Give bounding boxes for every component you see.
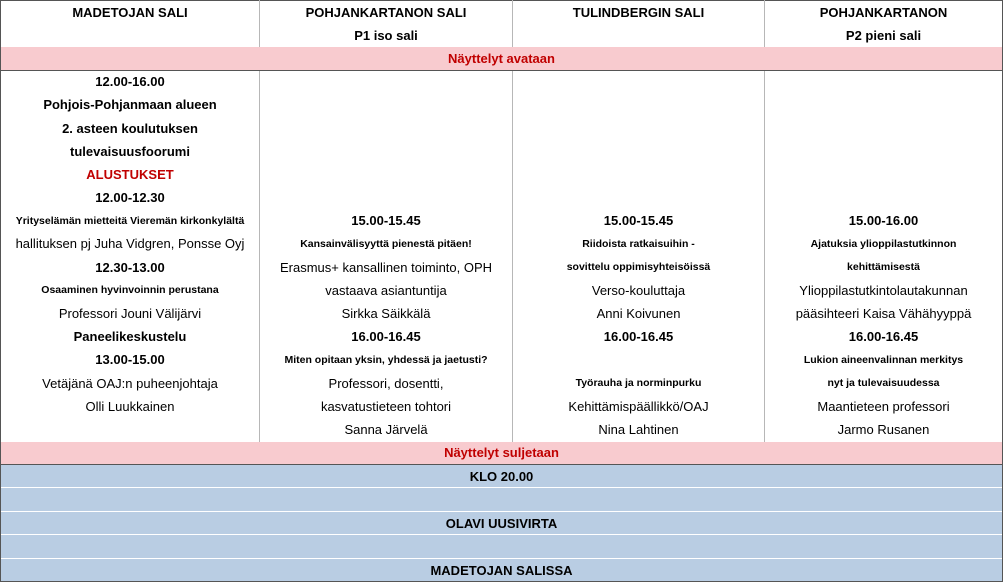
row-4 (1, 140, 1003, 163)
p2-session1-title-1: Ajatuksia ylioppilastutkinnon (765, 232, 1003, 255)
empty-cell (765, 70, 1003, 93)
footer-performer: OLAVI UUSIVIRTA (1, 511, 1003, 535)
p2-session1-time: 15.00-16.00 (765, 209, 1003, 232)
empty-cell (513, 116, 765, 139)
footer-time: KLO 20.00 (1, 464, 1003, 488)
row-7 (1, 209, 1003, 232)
row-10 (1, 279, 1003, 302)
p2-session2-title-2: nyt ja tulevaisuudessa (765, 372, 1003, 395)
row-8 (1, 232, 1003, 255)
tul-session2-title: Työrauha ja norminpurku (513, 372, 765, 395)
footer-row-4 (1, 535, 1003, 559)
row-12 (1, 325, 1003, 348)
empty-cell (513, 163, 765, 186)
forum-title-1: Pohjois-Pohjanmaan alueen (1, 93, 260, 116)
footer-row-3 (1, 511, 1003, 535)
header-pohjankartano-p2: POHJANKARTANON (765, 1, 1003, 24)
talk1-title: Yrityselämän mietteitä Vieremän kirkonkylältä (1, 209, 260, 232)
row-3 (1, 116, 1003, 139)
row-5 (1, 163, 1003, 186)
row-16 (1, 418, 1003, 441)
row-1 (1, 70, 1003, 93)
col1-empty (1, 418, 260, 441)
p2-session1-title-2: kehittämisestä (765, 256, 1003, 279)
p2-session1-speaker: pääsihteeri Kaisa Vähähyyppä (765, 302, 1003, 325)
tul-session1-role: Verso-kouluttaja (513, 279, 765, 302)
empty-cell (765, 93, 1003, 116)
header-sub-p1: P1 iso sali (260, 24, 513, 47)
p2-session2-role: Maantieteen professori (765, 395, 1003, 418)
header-subrow (1, 24, 1003, 47)
p1-session1-time: 15.00-15.45 (260, 209, 513, 232)
header-row (1, 1, 1003, 24)
empty-cell (513, 70, 765, 93)
empty-cell (513, 93, 765, 116)
empty-cell (260, 70, 513, 93)
footer-row-5 (1, 558, 1003, 582)
panel-title: Paneelikeskustelu (1, 325, 260, 348)
row-15 (1, 395, 1003, 418)
row-9 (1, 256, 1003, 279)
band-open-text: Näyttelyt avataan (1, 47, 1003, 70)
panel-time: 13.00-15.00 (1, 348, 260, 371)
talk1-speaker: hallituksen pj Juha Vidgren, Ponsse Oyj (1, 232, 260, 255)
talk2-title: Osaaminen hyvinvoinnin perustana (1, 279, 260, 302)
forum-time: 12.00-16.00 (1, 70, 260, 93)
talk2-time: 12.30-13.00 (1, 256, 260, 279)
forum-title-3: tulevaisuusfoorumi (1, 140, 260, 163)
empty-cell (765, 186, 1003, 209)
talk1-time: 12.00-12.30 (1, 186, 260, 209)
p2-session2-title-1: Lukion aineenvalinnan merkitys (765, 348, 1003, 371)
empty-cell (765, 140, 1003, 163)
empty-cell (765, 116, 1003, 139)
tul-session1-speaker: Anni Koivunen (513, 302, 765, 325)
p1-session1-title: Kansainvälisyyttä pienestä pitäen! (260, 232, 513, 255)
empty-cell (260, 116, 513, 139)
empty-cell (260, 140, 513, 163)
band-exhibitions-open (1, 47, 1003, 70)
p2-session2-speaker: Jarmo Rusanen (765, 418, 1003, 441)
tul-session2-blank (513, 348, 765, 371)
header-sub-3 (513, 24, 765, 47)
panel-host-name: Olli Luukkainen (1, 395, 260, 418)
footer-venue: MADETOJAN SALISSA (1, 558, 1003, 582)
tul-session2-speaker: Nina Lahtinen (513, 418, 765, 441)
band-exhibitions-close (1, 441, 1003, 464)
p1-session2-role-1: Professori, dosentti, (260, 372, 513, 395)
p1-session2-role-2: kasvatustieteen tohtori (260, 395, 513, 418)
p2-session1-org: Ylioppilastutkintolautakunnan (765, 279, 1003, 302)
empty-cell (260, 186, 513, 209)
row-13 (1, 348, 1003, 371)
band-close-text: Näyttelyt suljetaan (1, 441, 1003, 464)
header-sub-1 (1, 24, 260, 47)
header-sub-p2: P2 pieni sali (765, 24, 1003, 47)
tul-session1-time: 15.00-15.45 (513, 209, 765, 232)
p1-session2-speaker: Sanna Järvelä (260, 418, 513, 441)
header-pohjankartano-p1: POHJANKARTANON SALI (260, 1, 513, 24)
p1-session1-org: Erasmus+ kansallinen toiminto, OPH (260, 256, 513, 279)
row-6 (1, 186, 1003, 209)
header-madetoja: MADETOJAN SALI (1, 1, 260, 24)
tul-session2-time: 16.00-16.45 (513, 325, 765, 348)
p1-session2-title: Miten opitaan yksin, yhdessä ja jaetusti? (260, 348, 513, 371)
panel-host: Vetäjänä OAJ:n puheenjohtaja (1, 372, 260, 395)
empty-cell (513, 186, 765, 209)
empty-cell (260, 93, 513, 116)
footer-spacer-2 (1, 535, 1003, 559)
tul-session2-role: Kehittämispäällikkö/OAJ (513, 395, 765, 418)
footer-row-2 (1, 488, 1003, 512)
p2-session2-time: 16.00-16.45 (765, 325, 1003, 348)
row-11 (1, 302, 1003, 325)
footer-row-1 (1, 464, 1003, 488)
header-tulindberg: TULINDBERGIN SALI (513, 1, 765, 24)
empty-cell (260, 163, 513, 186)
row-14 (1, 372, 1003, 395)
tul-session1-title-1: Riidoista ratkaisuihin - (513, 232, 765, 255)
p1-session1-role: vastaava asiantuntija (260, 279, 513, 302)
p1-session2-time: 16.00-16.45 (260, 325, 513, 348)
forum-title-2: 2. asteen koulutuksen (1, 116, 260, 139)
footer-spacer-1 (1, 488, 1003, 512)
empty-cell (765, 163, 1003, 186)
row-2 (1, 93, 1003, 116)
p1-session1-speaker: Sirkka Säikkälä (260, 302, 513, 325)
talk2-speaker: Professori Jouni Välijärvi (1, 302, 260, 325)
tul-session1-title-2: sovittelu oppimisyhteisöissä (513, 256, 765, 279)
forum-alustukset: ALUSTUKSET (1, 163, 260, 186)
empty-cell (513, 140, 765, 163)
